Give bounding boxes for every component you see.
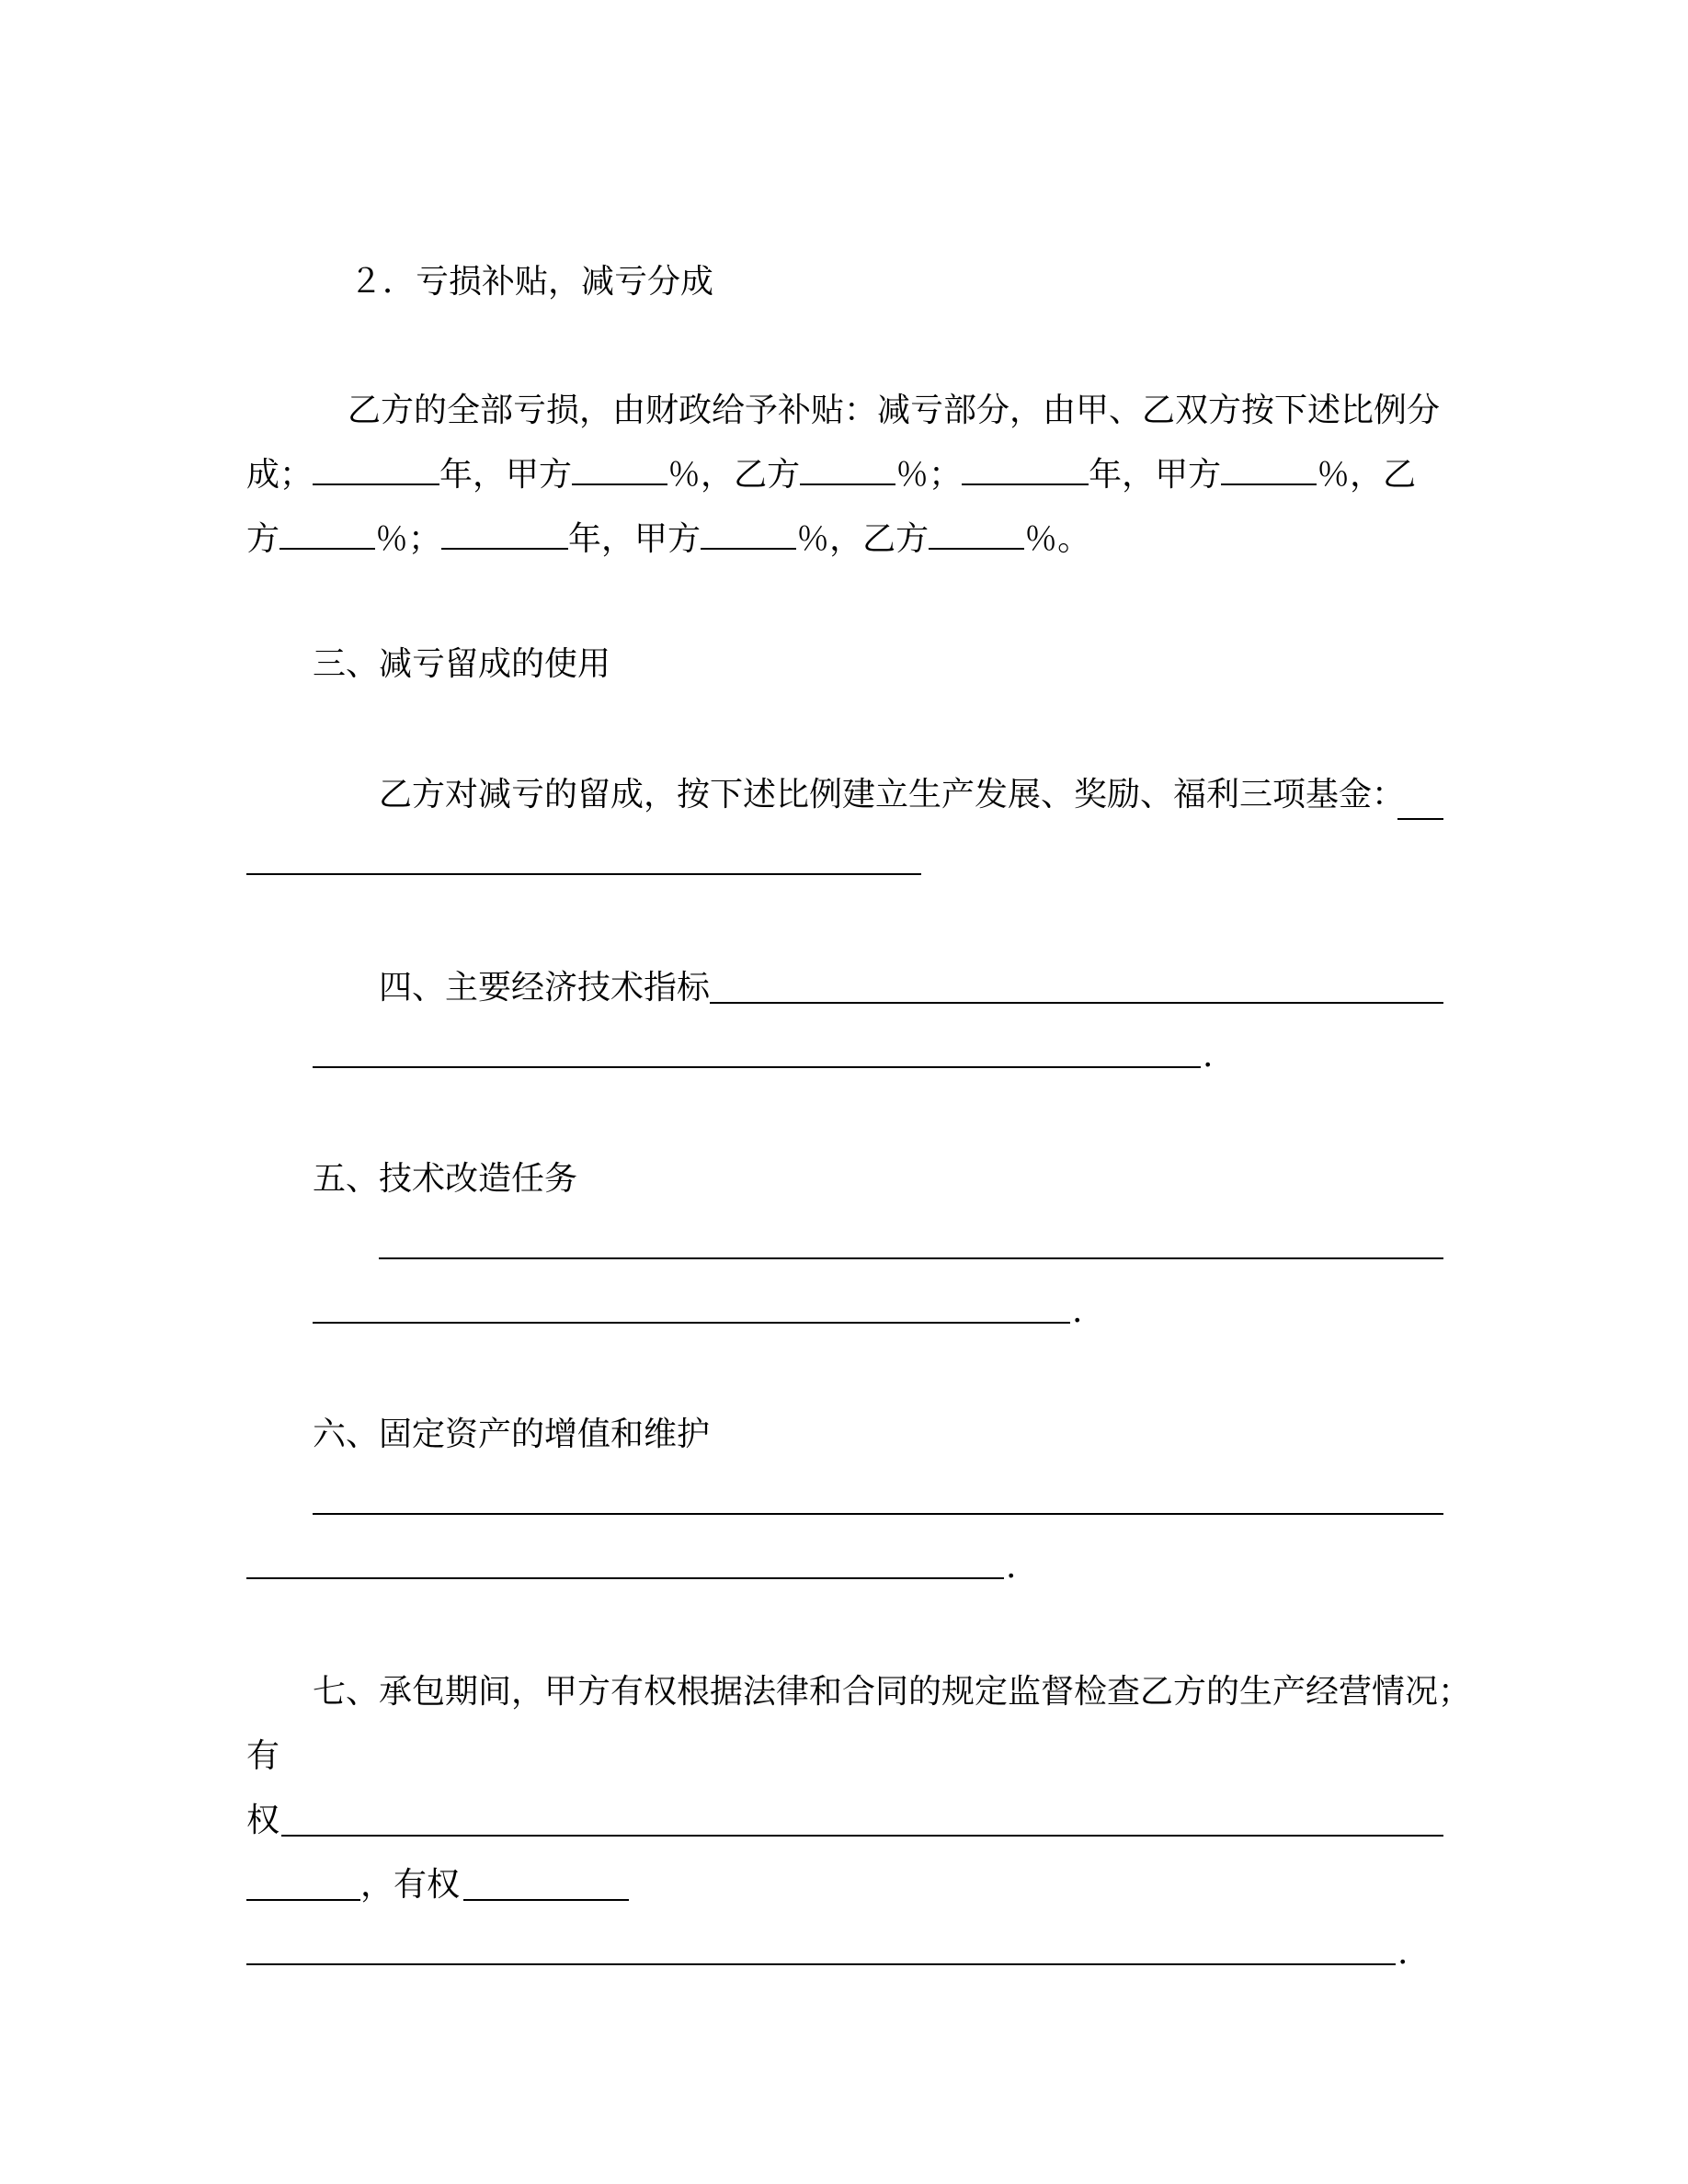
blank-year-2[interactable] bbox=[962, 456, 1089, 485]
text-fang: 方 bbox=[246, 520, 280, 558]
text-yifang: 乙方 bbox=[734, 456, 801, 494]
section-5-blank-a[interactable] bbox=[379, 1257, 1443, 1259]
text-pct: ％； bbox=[895, 456, 963, 494]
section-2-heading: ２．亏损补贴，减亏分成 bbox=[349, 263, 714, 301]
section-3-blank-a[interactable] bbox=[1397, 818, 1443, 820]
section-7-blank-c[interactable] bbox=[463, 1899, 629, 1901]
text-yi: 乙 bbox=[1383, 456, 1417, 494]
text-jiafang: 甲方 bbox=[634, 520, 701, 558]
section-4-heading: 四、主要经济技术指标 bbox=[379, 969, 711, 1007]
text-pct: ％， bbox=[796, 520, 863, 558]
blank-year-1[interactable] bbox=[313, 456, 439, 485]
blank-year-3[interactable] bbox=[441, 520, 568, 550]
section-2-para-line-1: 乙方的全部亏损，由财政给予补贴：减亏部分，由甲、乙双方按下述比例分 bbox=[348, 392, 1441, 429]
section-4-end-mark: . bbox=[1203, 1037, 1214, 1075]
section-6-blank-b[interactable] bbox=[246, 1577, 1004, 1579]
text-jiafang: 甲方 bbox=[1155, 456, 1222, 494]
section-7-blank-b[interactable] bbox=[246, 1899, 360, 1901]
section-6-blank-a[interactable] bbox=[313, 1513, 1443, 1515]
blank-yi-pct-2[interactable] bbox=[279, 520, 375, 550]
text-nian: 年， bbox=[1089, 456, 1156, 494]
text-cheng: 成； bbox=[246, 456, 314, 494]
section-7-you: 有 bbox=[246, 1737, 280, 1775]
section-4-blank-a[interactable] bbox=[710, 1002, 1443, 1004]
blank-yi-pct-3[interactable] bbox=[929, 520, 1024, 550]
section-6-end-mark: . bbox=[1006, 1548, 1017, 1586]
section-7-youquan: ，有权 bbox=[360, 1866, 461, 1904]
text-jiafang: 甲方 bbox=[506, 456, 573, 494]
text-nian: 年， bbox=[439, 456, 507, 494]
text-nian: 年， bbox=[568, 520, 635, 558]
section-7-end-mark: . bbox=[1397, 1934, 1409, 1972]
section-6-heading: 六、固定资产的增值和维护 bbox=[313, 1416, 711, 1453]
section-5-end-mark: . bbox=[1072, 1292, 1083, 1330]
text-pct-end: ％。 bbox=[1024, 520, 1091, 558]
section-7-text: 七、承包期间，甲方有权根据法律和合同的规定监督检查乙方的生产经营情况； bbox=[313, 1673, 1472, 1711]
text-pct: ％， bbox=[667, 456, 735, 494]
section-2-para-line-2 bbox=[246, 454, 1443, 496]
section-5-heading: 五、技术改造任务 bbox=[313, 1160, 578, 1198]
blank-jia-pct-3[interactable] bbox=[701, 520, 796, 550]
section-3-text: 乙方对减亏的留成，按下述比例建立生产发展、奖励、福利三项基金： bbox=[379, 776, 1406, 813]
section-7-quan: 权 bbox=[246, 1802, 280, 1839]
section-7-blank-d[interactable] bbox=[246, 1963, 1396, 1965]
blank-jia-pct-1[interactable] bbox=[572, 456, 667, 485]
blank-jia-pct-2[interactable] bbox=[1221, 456, 1317, 485]
text-yifang: 乙方 bbox=[862, 520, 930, 558]
section-3-heading: 三、减亏留成的使用 bbox=[313, 645, 611, 683]
section-5-blank-b[interactable] bbox=[313, 1322, 1070, 1324]
section-2-para-line-3 bbox=[246, 518, 1090, 561]
text-pct: ％， bbox=[1317, 456, 1384, 494]
section-3-blank-b[interactable] bbox=[246, 873, 921, 875]
text-pct: ％； bbox=[375, 520, 442, 558]
section-7-blank-a[interactable] bbox=[281, 1835, 1443, 1837]
blank-yi-pct-1[interactable] bbox=[800, 456, 895, 485]
section-4-blank-b[interactable] bbox=[313, 1066, 1201, 1068]
